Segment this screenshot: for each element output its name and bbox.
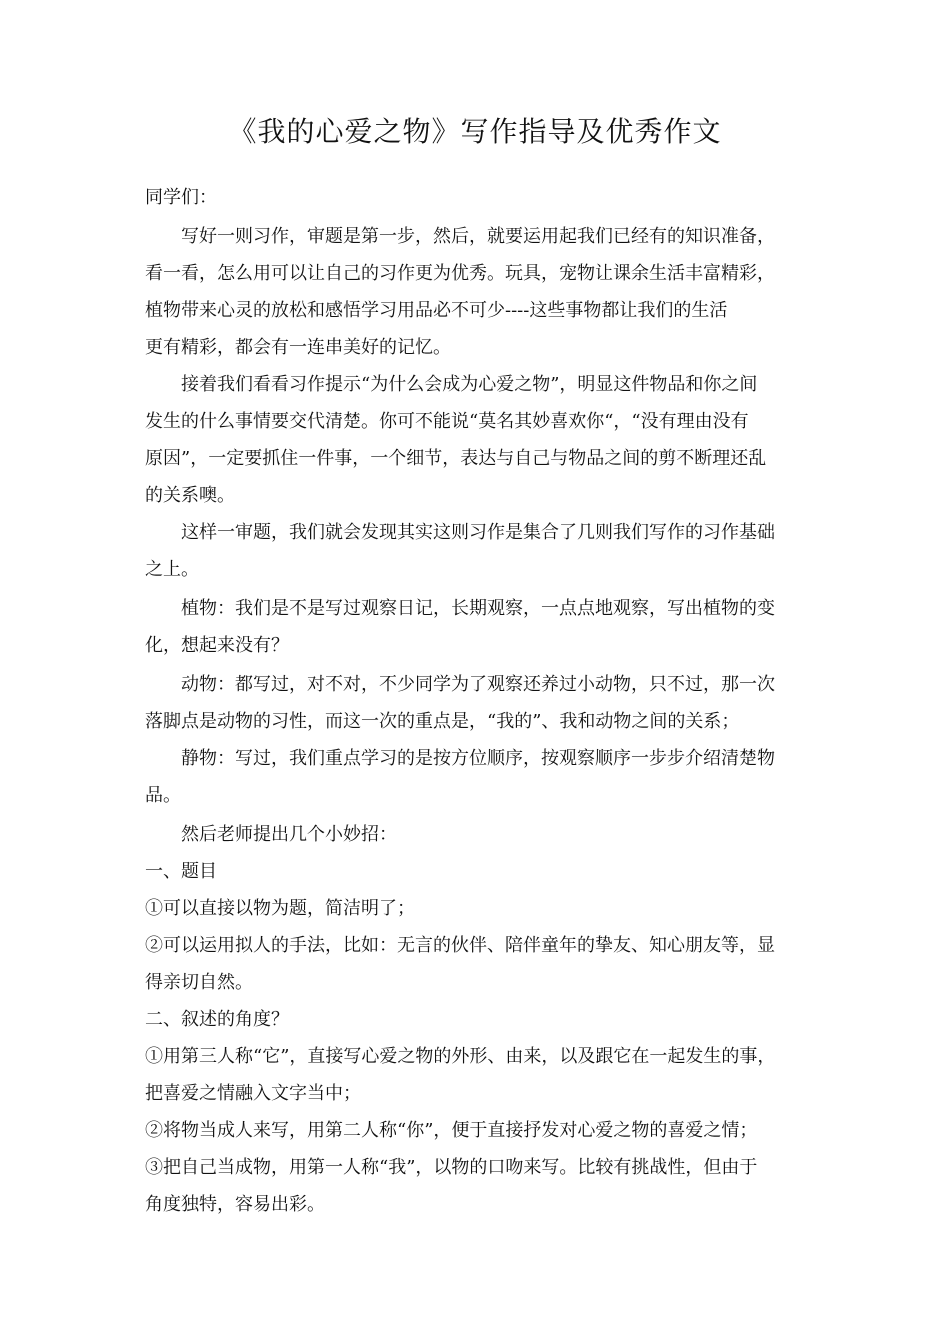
text-line: 更有精彩，都会有一连串美好的记忆。: [145, 337, 451, 358]
list-item: ②将物当成人来写，用第二人称“你”，便于直接抒发对心爱之物的喜爱之情；: [145, 1120, 758, 1141]
text-line: 之上。: [145, 559, 199, 580]
page-title: 《我的心爱之物》写作指导及优秀作文: [228, 115, 722, 148]
section-heading: 一、题目: [145, 861, 217, 882]
text-line: 原因”，一定要抓住一件事，一个细节，表达与自己与物品之间的剪不断理还乱: [145, 448, 767, 469]
text-line: 植物带来心灵的放松和感悟学习用品必不可少----这些事物都让我们的生活: [145, 300, 728, 321]
text-line: 看一看，怎么用可以让自己的习作更为优秀。玩具，宠物让课余生活丰富精彩，: [145, 263, 775, 284]
list-item: ①用第三人称“它”，直接写心爱之物的外形、由来，以及跟它在一起发生的事，: [145, 1046, 776, 1067]
text-line: 接着我们看看习作提示“为什么会成为心爱之物”，明显这件物品和你之间: [181, 374, 758, 395]
text-line: 然后老师提出几个小妙招：: [181, 824, 397, 845]
text-line: 同学们：: [145, 187, 217, 208]
text-line: 发生的什么事情要交代清楚。你可不能说“莫名其妙喜欢你“，“没有理由没有: [145, 411, 749, 432]
section-heading: 二、叙述的角度？: [145, 1009, 289, 1030]
text-line: 这样一审题，我们就会发现其实这则习作是集合了几则我们写作的习作基础: [181, 522, 775, 543]
text-line: 把喜爱之情融入文字当中；: [145, 1083, 361, 1104]
text-line: 角度独特，容易出彩。: [145, 1194, 325, 1215]
text-line: 品。: [145, 785, 181, 806]
text-line: 动物：都写过，对不对，不少同学为了观察还养过小动物，只不过，那一次: [181, 674, 775, 695]
text-line: 静物：写过，我们重点学习的是按方位顺序，按观察顺序一步步介绍清楚物: [181, 748, 775, 769]
text-line: 植物：我们是不是写过观察日记，长期观察，一点点地观察，写出植物的变: [181, 598, 775, 619]
text-line: 化，想起来没有？: [145, 635, 289, 656]
list-item: ①可以直接以物为题，简洁明了；: [145, 898, 415, 919]
text-line: 的关系噢。: [145, 485, 235, 506]
list-item: ③把自己当成物，用第一人称“我”，以物的口吻来写。比较有挑战性，但由于: [145, 1157, 758, 1178]
text-line: 得亲切自然。: [145, 972, 253, 993]
text-line: 落脚点是动物的习性，而这一次的重点是，“我的”、我和动物之间的关系；: [145, 711, 740, 732]
text-line: 写好一则习作，审题是第一步，然后，就要运用起我们已经有的知识准备，: [181, 226, 775, 247]
list-item: ②可以运用拟人的手法，比如：无言的伙伴、陪伴童年的挚友、知心朋友等，显: [145, 935, 775, 956]
